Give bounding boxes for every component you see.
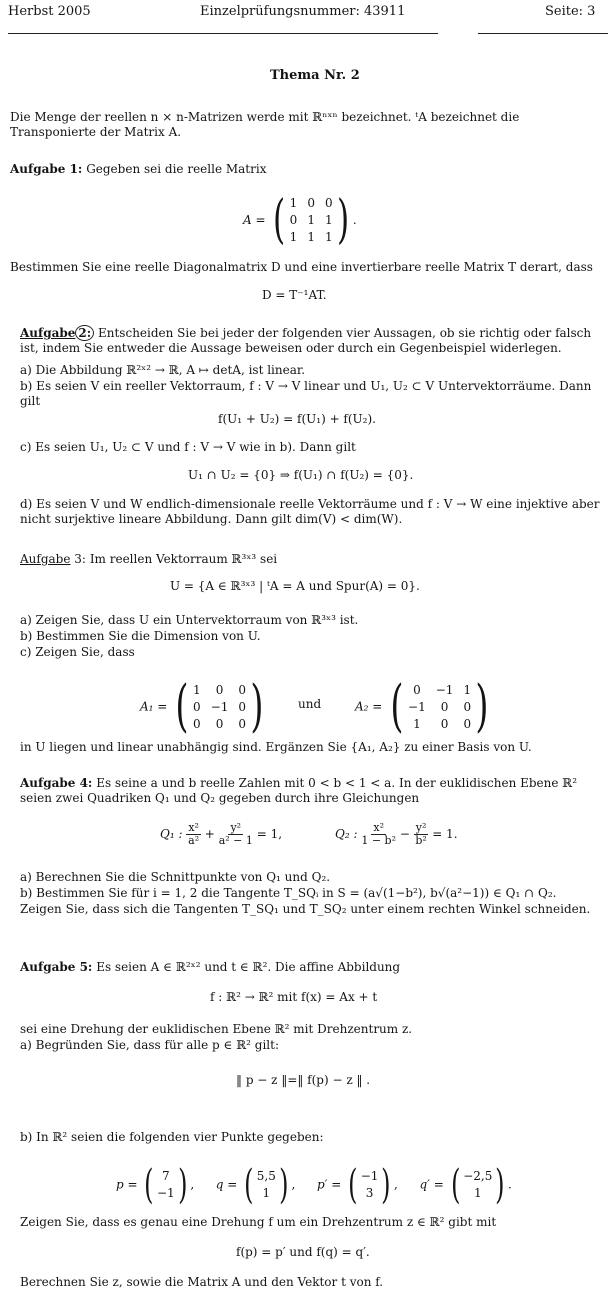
header-right: Seite: 3 [545,4,596,19]
aufgabe-1-heading [10,162,266,177]
aufgabe-3-a: a) Zeigen Sie, dass U ein Untervektorraum von ℝ³ˣ³ ist. [20,613,359,627]
q2-minus: − [399,827,410,842]
matrix-a1-entry: 0 [215,716,224,731]
header-rule-left [8,33,438,34]
aufgabe-3-label: Aufgabe [20,552,71,566]
aufgabe-2-intro [20,326,605,356]
aufgabe-4-a: a) Berechnen Sie die Schnittpunkte von Q₁ und Q₂. [20,870,331,884]
points-row: p = ( 7 −1 ) , q = ( 5,5 1 ) , p′ = ( −1 3 ) , q′ = ( −2,5 1 ) . [116,1162,512,1208]
matrix-a2-entry: 1 [413,716,421,731]
q1-plus: + [204,827,215,842]
aufgabe-4-b2: Zeigen Sie, dass sich die Tangenten T_SQ₁ und T_SQ₂ unter einem rechten Winkel schneiden. [20,902,591,916]
und-text: und [298,697,322,711]
q1-frac1-num: x² [188,821,199,834]
aufgabe-2-a: a) Die Abbildung ℝ²ˣ² → ℝ, A ↦ detA, ist linear. [20,363,306,377]
aufgabe-5-equation: f : ℝ² → ℝ² mit f(x) = Ax + t [210,990,378,1004]
point-p-lhs: p = [116,1177,138,1192]
matrix-a2-entry: 0 [413,682,421,697]
aufgabe-5-heading [20,960,400,975]
matrix-a2-lhs: A₂ = [355,699,383,714]
matrix-a: ( 1 0 0 0 1 1 1 1 1 ) [273,190,349,250]
aufgabe-3-heading [20,552,277,567]
matrix-a1: A₁ = ( 1 0 0 0 −1 0 0 0 0 ) [140,674,264,739]
matrix-a2-entry: 0 [463,699,472,714]
aufgabe-5-b: b) In ℝ² seien die folgenden vier Punkte gegeben: [20,1130,324,1144]
point-p-vector [157,1169,175,1201]
aufgabe-4-label: Aufgabe 4: [20,776,93,790]
point-p-prime-lhs: p′ = [316,1177,342,1192]
aufgabe-5-label: Aufgabe 5: [20,960,93,974]
point-p-component: −1 [157,1186,175,1200]
matrix-a2-entry: −1 [435,682,454,697]
point-p-prime-component: −1 [360,1169,379,1183]
aufgabe-4-b: b) Bestimmen Sie für i = 1, 2 die Tangente T_SQᵢ in S = (a√(1−b²), b√(a²−1)) ∈ Q₁ ∩ Q₂. [20,886,557,900]
header-center: Einzelprüfungsnummer: 43911 [200,4,406,19]
matrix-a1-entry: 0 [193,699,201,714]
q1-frac2-den: a² − 1 [218,834,253,848]
header-left: Herbst 2005 [8,4,91,19]
aufgabe-1-label: Aufgabe 1: [10,162,83,176]
aufgabe-2-text: Entscheiden Sie bei jeder der folgenden vier Aussagen, ob sie richtig oder falsch ist, indem Sie entweder die Aussage beweisen oder durch ein Gegenbeispiel widerlegen. [20,326,592,355]
aufgabe-5-text: Es seien A ∈ ℝ²ˣ² und t ∈ ℝ². Die affine Abbildung [96,960,401,974]
matrix-a1-entry: 0 [193,716,201,731]
aufgabe-3-b: b) Bestimmen Sie die Dimension von U. [20,629,261,643]
matrix-a2-entry: 0 [440,699,449,714]
aufgabe-3-number: 3: [74,552,86,566]
matrix-a1-grid [193,683,246,732]
matrix-a2-entry: 0 [440,716,449,731]
aufgabe-2-b: b) Es seien V ein reeller Vektorraum, f : V → V linear und U₁, U₂ ⊂ V Untervektorräume. Dann gilt [20,379,592,408]
aufgabe-2-c-equation: U₁ ∩ U₂ = {0} ⇒ f(U₁) ∩ f(U₂) = {0}. [188,468,414,482]
q1-frac1-den: a² [188,834,200,848]
matrix-a-entry: 1 [324,213,333,227]
aufgabe-3-text: Im reellen Vektorraum ℝ³ˣ³ sei [89,552,278,566]
aufgabe-2-label: Aufgabe [20,326,76,340]
header-rule-right [478,33,608,34]
point-q-vector [257,1169,276,1201]
aufgabe-5-a: a) Begründen Sie, dass für alle p ∈ ℝ² gilt: [20,1038,280,1052]
aufgabe-1-equation: D = T⁻¹AT. [262,288,327,302]
matrix-a-entry: 1 [289,230,298,244]
aufgabe-2-d: d) Es seien V und W endlich-dimensionale reelle Vektorräume und f : V → W eine injektive aber nicht surjektive lineare Abbildung. Dann gilt dim(V) < dim(W). [20,497,600,526]
matrix-a2-entry: 0 [463,716,472,731]
matrix-a-entry: 1 [289,196,298,210]
point-p-prime-component: 3 [365,1186,374,1200]
matrix-a1-entry: 0 [215,682,224,697]
matrix-a-entry: 0 [324,196,333,210]
point-p-prime-vector [361,1169,379,1201]
q1-frac2-num: y² [230,821,242,834]
aufgabe-3-tail: in U liegen und linear unabhängig sind. Ergänzen Sie {A₁, A₂} zu einer Basis von U. [20,740,532,754]
matrix-a-entry: 0 [307,196,315,210]
q1-lhs: Q₁ : [160,827,183,842]
matrix-a1-entry: 0 [238,716,247,731]
quadric-q2 [335,822,458,847]
q1-rhs: = 1, [256,827,283,842]
q2-frac2-num: y² [415,821,427,834]
quadric-q1 [160,822,282,847]
intro-text: Die Menge der reellen n × n-Matrizen werde mit ℝⁿˣⁿ bezeichnet. ᵗA bezeichnet die Transponierte der Matrix A. [10,110,520,139]
aufgabe-4-intro [20,776,600,806]
aufgabe-2-b-equation: f(U₁ + U₂) = f(U₁) + f(U₂). [218,412,376,426]
matrix-a1-entry: 1 [193,682,201,697]
q2-frac1-num: x² [373,821,384,834]
matrix-a-entry: 1 [324,230,333,244]
point-q-prime-component: −2,5 [463,1169,493,1183]
aufgabe-2-number: 2: [75,325,94,341]
aufgabe-5-b2: Zeigen Sie, dass es genau eine Drehung f um ein Drehzentrum z ∈ ℝ² gibt mit [20,1215,497,1229]
point-p-component: 7 [162,1169,170,1183]
matrix-a-entry: 0 [289,213,298,227]
matrix-a2-grid [408,683,471,732]
aufgabe-3-equation: U = {A ∈ ℝ³ˣ³ | ᵗA = A und Spur(A) = 0}. [170,579,420,593]
aufgabe-3-c: c) Zeigen Sie, dass [20,645,135,659]
matrix-a1-entry: −1 [210,699,229,714]
q2-frac1-den: 1 − b² [361,834,397,848]
point-q-prime-component: 1 [473,1186,482,1200]
aufgabe-5-b3: Berechnen Sie z, sowie die Matrix A und den Vektor t von f. [20,1275,384,1289]
point-q-prime-vector [463,1169,492,1201]
q2-rhs: = 1. [432,827,458,842]
point-q-lhs: q = [215,1177,238,1192]
matrix-a-lhs: A = [243,213,266,227]
matrix-a2-entry: −1 [408,699,426,714]
aufgabe-1-text2: Bestimmen Sie eine reelle Diagonalmatrix D und eine invertierbare reelle Matrix T derart, dass [10,260,593,274]
page-title: Thema Nr. 2 [270,68,360,83]
matrix-a2-entry: 1 [463,682,472,697]
point-q-prime-lhs: q′ = [419,1177,444,1192]
q2-frac2-den: b² [415,834,427,848]
aufgabe-5-a-equation: ‖ p − z ‖=‖ f(p) − z ‖ . [236,1073,371,1087]
matrix-a1-lhs: A₁ = [140,699,168,714]
aufgabe-5-text2: sei eine Drehung der euklidischen Ebene ℝ² mit Drehzentrum z. [20,1022,413,1036]
aufgabe-2-c: c) Es seien U₁, U₂ ⊂ V und f : V → V wie in b). Dann gilt [20,440,356,454]
point-q-component: 1 [262,1186,271,1200]
aufgabe-4-text: Es seine a und b reelle Zahlen mit 0 < b < 1 < a. In der euklidischen Ebene ℝ² seien zwei Quadriken Q₁ und Q₂ gegeben durch ihre Gleichungen [20,776,578,805]
matrix-a-entry: 1 [307,213,315,227]
point-q-component: 5,5 [256,1169,276,1183]
matrix-a-grid [290,196,333,245]
matrix-a1-entry: 0 [238,699,247,714]
aufgabe-1-matrix: A = ( 1 0 0 0 1 1 1 1 1 ) . [243,188,357,253]
aufgabe-5-b-equation: f(p) = p′ und f(q) = q′. [236,1245,370,1259]
aufgabe-1-text: Gegeben sei die reelle Matrix [86,162,267,176]
matrix-a2: A₂ = ( 0 −1 1 −1 0 0 1 0 0 ) [355,674,489,739]
matrix-a1-entry: 0 [238,682,247,697]
q2-lhs: Q₂ : [335,827,358,842]
matrix-a-entry: 1 [307,230,315,244]
